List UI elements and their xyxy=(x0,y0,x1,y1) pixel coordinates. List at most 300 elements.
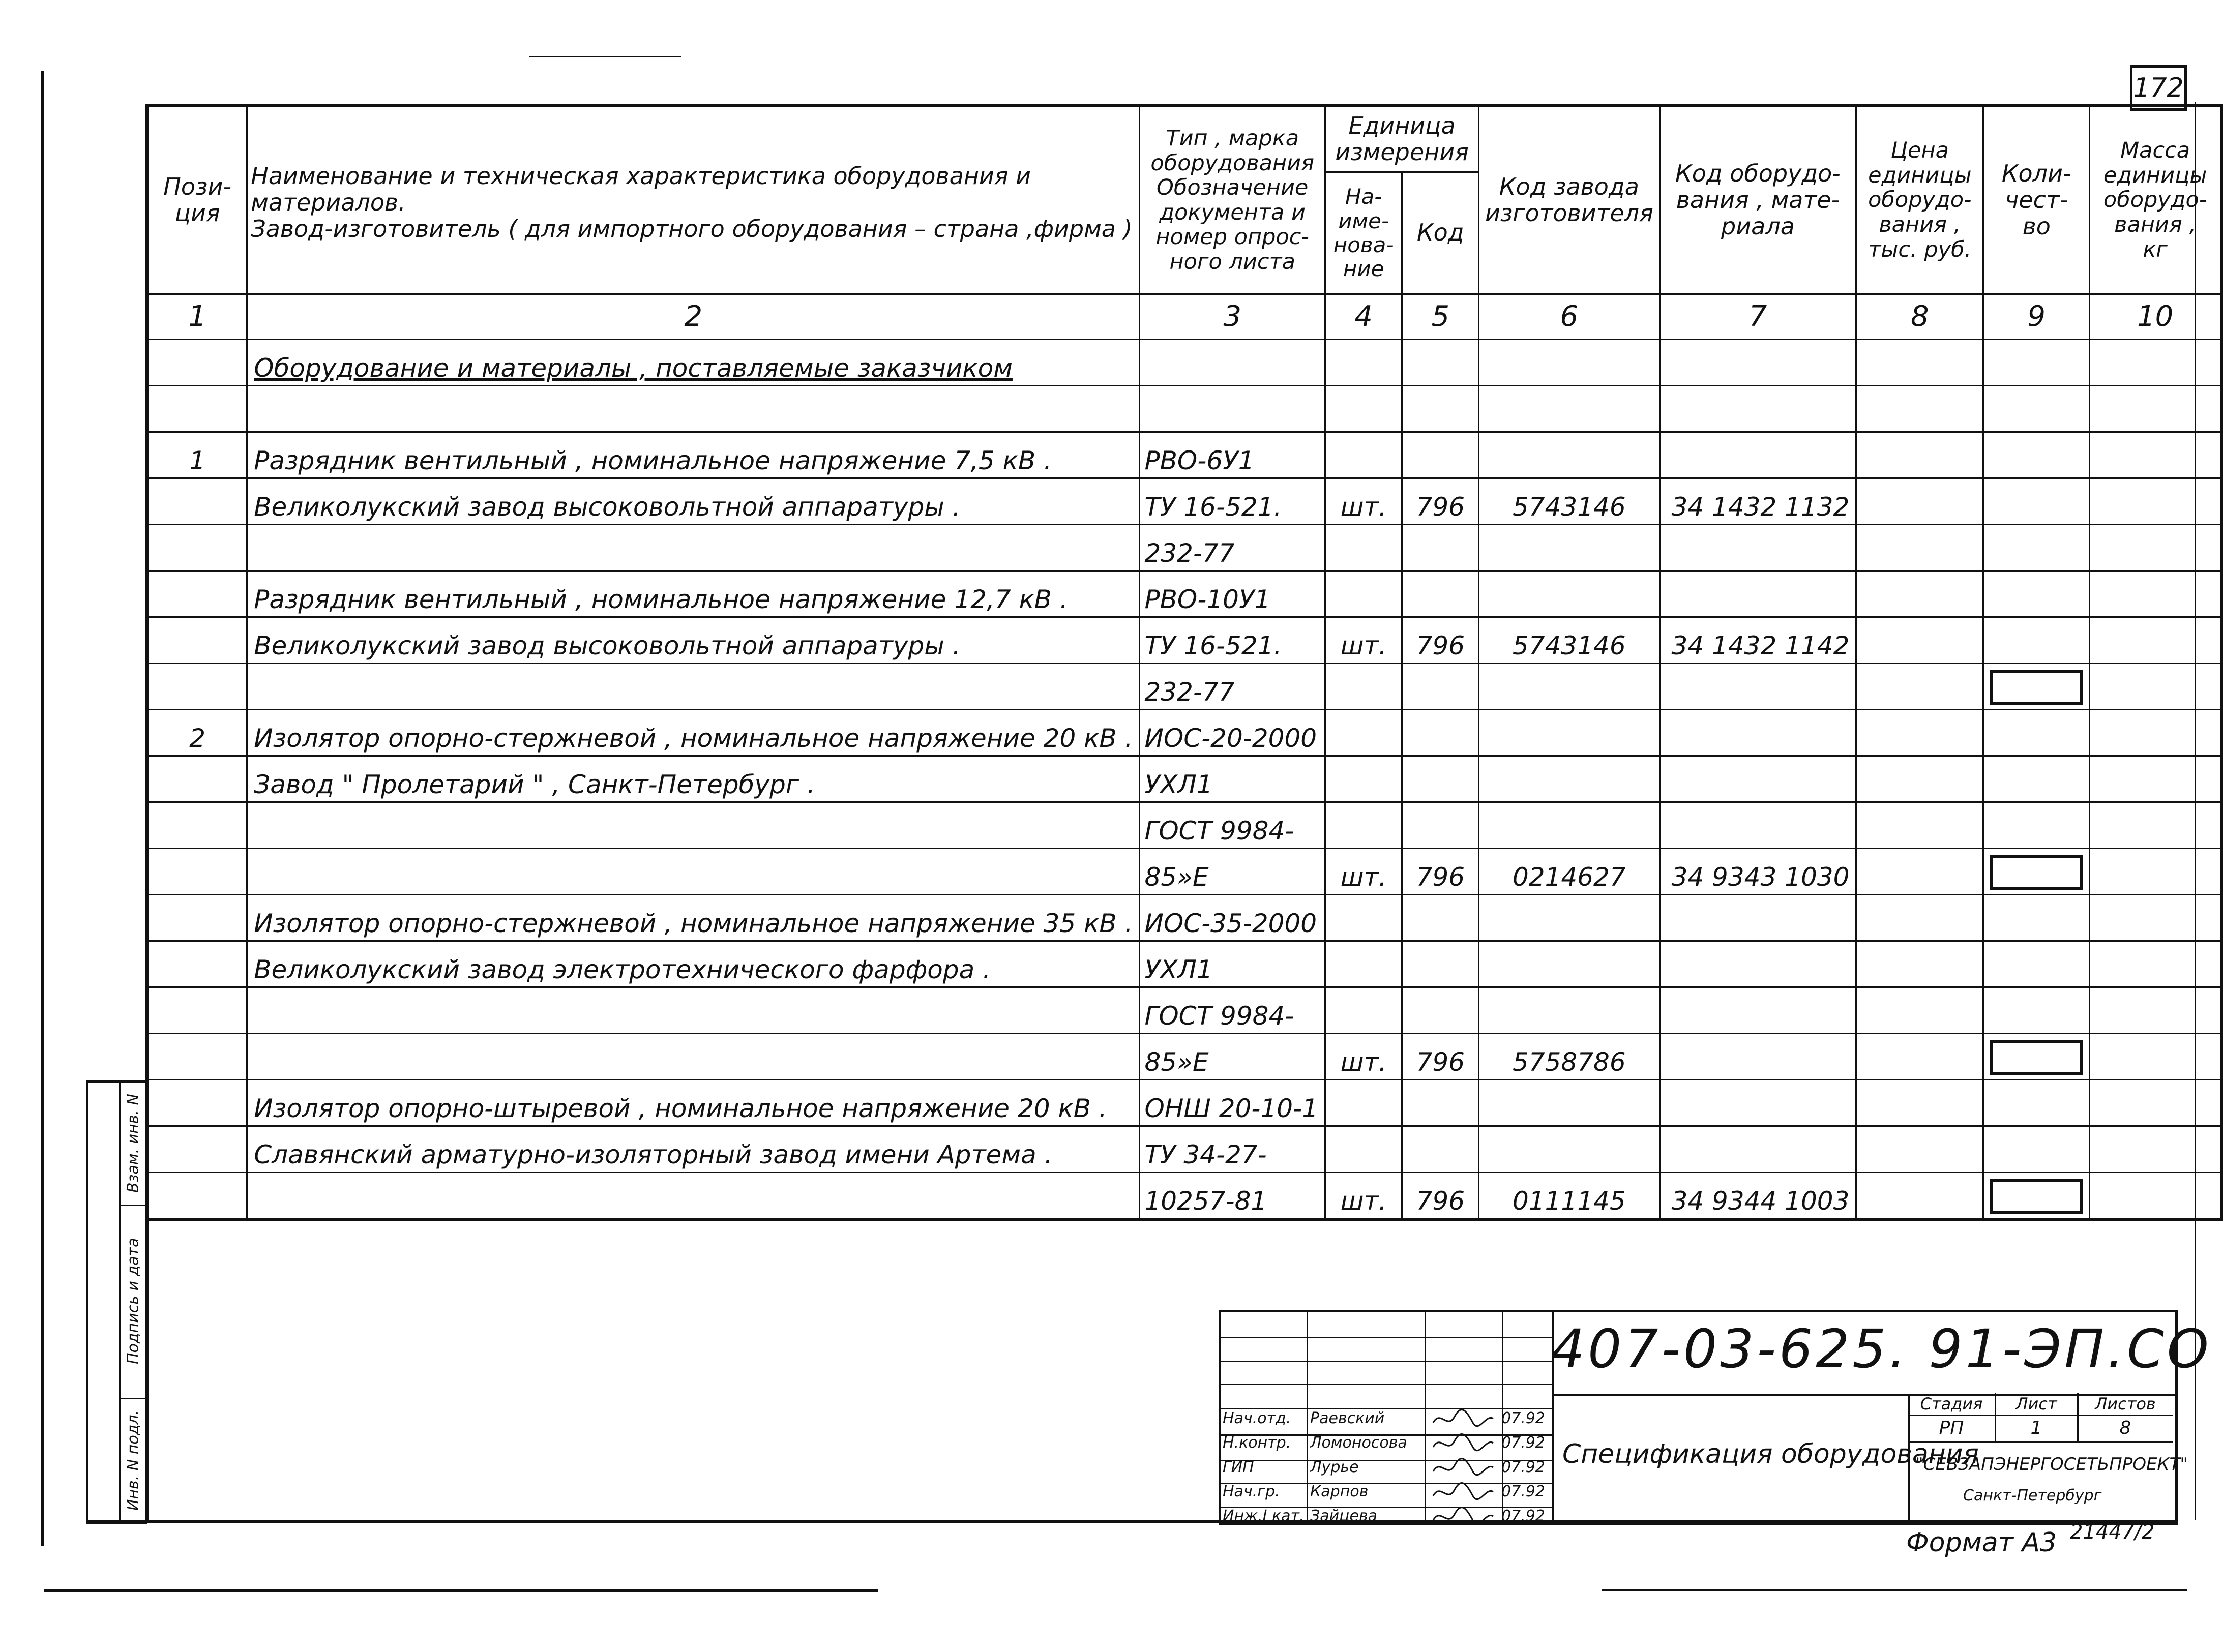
plant-code-cell xyxy=(1479,339,1659,385)
quantity-cell xyxy=(1983,617,2090,663)
equipment-code-cell xyxy=(1659,802,1856,848)
mass-cell xyxy=(2090,987,2221,1033)
plant-code-cell-text: 5743146 xyxy=(1513,492,1626,522)
column-number: 10 xyxy=(2090,294,2221,339)
unit-code-cell-text: 796 xyxy=(1416,492,1465,522)
title-date: 07.92 xyxy=(1501,1483,1545,1500)
unit-code-cell-text: 796 xyxy=(1416,1047,1465,1077)
price-cell xyxy=(1856,802,1983,848)
equipment-code-cell xyxy=(1659,570,1856,617)
price-cell xyxy=(1856,339,1983,385)
title-name: Карпов xyxy=(1310,1483,1369,1500)
title-name: Раевский xyxy=(1310,1409,1385,1427)
plant-code-cell xyxy=(1479,756,1659,802)
name-cell xyxy=(247,1033,1140,1079)
unit-name-cell xyxy=(1325,617,1402,663)
type-cell xyxy=(1140,663,1325,709)
equipment-code-cell-text: 34 9344 1003 xyxy=(1671,1186,1850,1216)
stage-label: Стадия xyxy=(1908,1393,1996,1416)
title-name: Ломоносова xyxy=(1310,1434,1407,1452)
unit-code-cell xyxy=(1402,1079,1479,1126)
unit-name-cell-text: шт. xyxy=(1340,1186,1387,1216)
header-mass: Масса единицы оборудо- вания , кг xyxy=(2090,106,2221,294)
type-cell xyxy=(1140,1033,1325,1079)
unit-code-cell xyxy=(1402,1033,1479,1079)
name-cell-text: Разрядник вентильный , номинальное напряжение 12,7 кВ . xyxy=(254,584,1068,614)
table-row xyxy=(147,432,2221,478)
quantity-cell xyxy=(1983,339,2090,385)
quantity-cell xyxy=(1983,524,2090,570)
signature-icon xyxy=(1430,1407,1496,1434)
unit-code-cell xyxy=(1402,941,1479,987)
plant-code-cell-text: 5743146 xyxy=(1513,630,1626,660)
sheet-label: Лист xyxy=(1996,1393,2079,1416)
position-cell xyxy=(147,1033,247,1079)
plant-code-cell xyxy=(1479,987,1659,1033)
plant-code-cell xyxy=(1479,1079,1659,1126)
equipment-code-cell xyxy=(1659,1172,1856,1219)
quantity-box xyxy=(1990,670,2083,705)
quantity-cell xyxy=(1983,663,2090,709)
price-cell xyxy=(1856,1033,1983,1079)
title-role: Инж.I кат. xyxy=(1223,1507,1305,1525)
sheet-value: 1 xyxy=(1996,1415,2079,1443)
type-cell xyxy=(1140,802,1325,848)
price-cell xyxy=(1856,756,1983,802)
binding-stamp xyxy=(86,1080,147,1524)
unit-code-cell xyxy=(1402,802,1479,848)
position-cell xyxy=(147,802,247,848)
table-row xyxy=(147,1033,2221,1079)
equipment-code-cell-text: 34 9343 1030 xyxy=(1671,862,1850,892)
type-cell xyxy=(1140,617,1325,663)
type-cell-text: ГОСТ 9984- xyxy=(1144,816,1294,846)
price-cell xyxy=(1856,570,1983,617)
column-number: 6 xyxy=(1479,294,1659,339)
header-position: Пози- ция xyxy=(147,106,247,294)
name-cell xyxy=(247,709,1140,756)
name-cell xyxy=(247,941,1140,987)
price-cell xyxy=(1856,432,1983,478)
name-cell xyxy=(247,1126,1140,1172)
type-cell xyxy=(1140,1172,1325,1219)
unit-name-cell xyxy=(1325,756,1402,802)
plant-code-cell xyxy=(1479,385,1659,432)
unit-name-cell-text: шт. xyxy=(1340,1047,1387,1077)
position-cell xyxy=(147,987,247,1033)
unit-code-cell xyxy=(1402,756,1479,802)
mass-cell xyxy=(2090,941,2221,987)
quantity-cell xyxy=(1983,1079,2090,1126)
mass-cell xyxy=(2090,1126,2221,1172)
name-cell-text: Изолятор опорно-штыревой , номинальное напряжение 20 кВ . xyxy=(254,1093,1107,1123)
name-cell xyxy=(247,524,1140,570)
mass-cell xyxy=(2090,894,2221,941)
unit-name-cell xyxy=(1325,1172,1402,1219)
unit-name-cell xyxy=(1325,848,1402,894)
price-cell xyxy=(1856,524,1983,570)
type-cell-text: ИОС-20-2000 xyxy=(1144,723,1317,753)
table-row xyxy=(147,478,2221,524)
position-cell xyxy=(147,617,247,663)
mass-cell xyxy=(2090,802,2221,848)
type-cell xyxy=(1140,524,1325,570)
unit-code-cell xyxy=(1402,663,1479,709)
unit-name-cell xyxy=(1325,894,1402,941)
table-row xyxy=(147,570,2221,617)
equipment-code-cell xyxy=(1659,756,1856,802)
unit-name-cell xyxy=(1325,524,1402,570)
unit-code-cell xyxy=(1402,524,1479,570)
type-cell xyxy=(1140,339,1325,385)
price-cell xyxy=(1856,617,1983,663)
equipment-code-cell xyxy=(1659,478,1856,524)
unit-name-cell xyxy=(1325,570,1402,617)
plant-code-cell xyxy=(1479,894,1659,941)
mass-cell xyxy=(2090,339,2221,385)
equipment-code-cell xyxy=(1659,1126,1856,1172)
unit-code-cell xyxy=(1402,478,1479,524)
position-cell xyxy=(147,709,247,756)
mass-cell xyxy=(2090,756,2221,802)
sheets-value: 8 xyxy=(2078,1415,2173,1443)
column-number: 3 xyxy=(1140,294,1325,339)
type-cell-text: 232-77 xyxy=(1144,677,1235,707)
quantity-cell xyxy=(1983,1172,2090,1219)
table-row xyxy=(147,894,2221,941)
name-cell-text: Великолукский завод электротехнического фарфора . xyxy=(254,954,991,984)
table-row xyxy=(147,941,2221,987)
equipment-code-cell xyxy=(1659,432,1856,478)
quantity-cell xyxy=(1983,941,2090,987)
header-equipment-code: Код оборудо- вания , мате- риала xyxy=(1659,106,1856,294)
unit-name-cell xyxy=(1325,709,1402,756)
type-cell xyxy=(1140,478,1325,524)
table-row xyxy=(147,524,2221,570)
mass-cell xyxy=(2090,385,2221,432)
signature-icon xyxy=(1430,1505,1496,1531)
table-row xyxy=(147,663,2221,709)
type-cell xyxy=(1140,1126,1325,1172)
position-cell xyxy=(147,663,247,709)
position-cell xyxy=(147,1079,247,1126)
equipment-code-cell xyxy=(1659,848,1856,894)
type-cell xyxy=(1140,709,1325,756)
price-cell xyxy=(1856,987,1983,1033)
frame-bottom-edge xyxy=(44,1589,878,1592)
type-cell-text: ГОСТ 9984- xyxy=(1144,1001,1294,1031)
price-cell xyxy=(1856,709,1983,756)
unit-code-cell-text: 796 xyxy=(1416,862,1465,892)
unit-name-cell xyxy=(1325,663,1402,709)
title-date: 07.92 xyxy=(1501,1409,1545,1427)
name-cell-text: Великолукский завод высоковольтной аппаратуры . xyxy=(254,630,961,660)
column-number: 5 xyxy=(1402,294,1479,339)
unit-name-cell xyxy=(1325,1126,1402,1172)
quantity-box xyxy=(1990,855,2083,890)
header-unit-name: На- име- нова- ние xyxy=(1325,172,1402,294)
frame-top-edge xyxy=(529,56,681,57)
signature-icon xyxy=(1430,1432,1496,1458)
column-number: 1 xyxy=(147,294,247,339)
title-role: ГИП xyxy=(1223,1458,1254,1476)
header-unit-code: Код xyxy=(1402,172,1479,294)
plant-code-cell xyxy=(1479,709,1659,756)
name-cell xyxy=(247,1079,1140,1126)
unit-code-cell xyxy=(1402,617,1479,663)
quantity-cell xyxy=(1983,385,2090,432)
type-cell-text: РВО-10У1 xyxy=(1144,584,1271,614)
column-number: 4 xyxy=(1325,294,1402,339)
column-number: 7 xyxy=(1659,294,1856,339)
plant-code-cell xyxy=(1479,617,1659,663)
equipment-code-cell xyxy=(1659,709,1856,756)
price-cell xyxy=(1856,848,1983,894)
position-cell xyxy=(147,1126,247,1172)
document-code: 407-03-625. 91-ЭП.СО xyxy=(1551,1318,2212,1380)
plant-code-cell-text: 0214627 xyxy=(1513,862,1626,892)
plant-code-cell xyxy=(1479,524,1659,570)
name-cell-text: Славянский арматурно-изоляторный завод имени Артема . xyxy=(254,1139,1053,1169)
unit-name-cell xyxy=(1325,1033,1402,1079)
unit-code-cell xyxy=(1402,432,1479,478)
equipment-code-cell xyxy=(1659,524,1856,570)
plant-code-cell-text: 0111145 xyxy=(1513,1186,1626,1216)
quantity-cell xyxy=(1983,848,2090,894)
price-cell xyxy=(1856,385,1983,432)
equipment-code-cell-text: 34 1432 1142 xyxy=(1671,630,1850,660)
name-cell xyxy=(247,339,1140,385)
organization-city: Санкт-Петербург xyxy=(1963,1487,2102,1505)
unit-name-cell xyxy=(1325,339,1402,385)
unit-name-cell xyxy=(1325,802,1402,848)
equipment-code-cell xyxy=(1659,385,1856,432)
type-cell-text: 85»Е xyxy=(1144,862,1209,892)
title-date: 07.92 xyxy=(1501,1458,1545,1476)
price-cell xyxy=(1856,1079,1983,1126)
position-cell xyxy=(147,385,247,432)
name-cell xyxy=(247,1172,1140,1219)
column-number: 9 xyxy=(1983,294,2090,339)
plant-code-cell xyxy=(1479,663,1659,709)
name-cell xyxy=(247,756,1140,802)
position-cell xyxy=(147,570,247,617)
equipment-code-cell xyxy=(1659,941,1856,987)
equipment-code-cell-text: 34 1432 1132 xyxy=(1671,492,1850,522)
unit-name-cell-text: шт. xyxy=(1340,492,1387,522)
name-cell-text: Разрядник вентильный , номинальное напряжение 7,5 кВ . xyxy=(254,445,1052,475)
type-cell xyxy=(1140,941,1325,987)
table-row xyxy=(147,339,2221,385)
name-cell xyxy=(247,987,1140,1033)
unit-code-cell xyxy=(1402,848,1479,894)
unit-code-cell xyxy=(1402,385,1479,432)
quantity-cell xyxy=(1983,1126,2090,1172)
mass-cell xyxy=(2090,709,2221,756)
type-cell xyxy=(1140,570,1325,617)
equipment-code-cell xyxy=(1659,1079,1856,1126)
mass-cell xyxy=(2090,848,2221,894)
title-name: Зайцева xyxy=(1310,1507,1378,1525)
specification-table xyxy=(145,104,2223,1221)
signature-icon xyxy=(1430,1481,1496,1507)
table-row xyxy=(147,1126,2221,1172)
title-date: 07.92 xyxy=(1501,1434,1545,1452)
table-row xyxy=(147,709,2221,756)
name-cell-text: Изолятор опорно-стержневой , номинальное напряжение 35 кВ . xyxy=(254,908,1133,938)
quantity-cell xyxy=(1983,802,2090,848)
plant-code-cell xyxy=(1479,1033,1659,1079)
column-number: 2 xyxy=(247,294,1140,339)
position-cell-text: 1 xyxy=(189,445,206,475)
plant-code-cell xyxy=(1479,432,1659,478)
equipment-code-cell xyxy=(1659,663,1856,709)
unit-name-cell-text: шт. xyxy=(1340,630,1387,660)
quantity-cell xyxy=(1983,756,2090,802)
table-row xyxy=(147,1172,2221,1219)
price-cell xyxy=(1856,1172,1983,1219)
type-cell-text: ТУ 16-521. xyxy=(1144,492,1282,522)
quantity-box xyxy=(1990,1179,2083,1214)
type-cell-text: УХЛ1 xyxy=(1144,769,1213,799)
unit-name-cell-text: шт. xyxy=(1340,862,1387,892)
unit-code-cell xyxy=(1402,709,1479,756)
position-cell xyxy=(147,848,247,894)
unit-code-cell-text: 796 xyxy=(1416,1186,1465,1216)
header-plant-code: Код завода изготовителя xyxy=(1479,106,1659,294)
title-role: Нач.гр. xyxy=(1223,1483,1280,1500)
quantity-cell xyxy=(1983,478,2090,524)
position-cell xyxy=(147,478,247,524)
signature-icon xyxy=(1430,1456,1496,1483)
stamp-original-inventory: Инв. N подл. xyxy=(124,1409,142,1511)
type-cell-text: 10257-81 xyxy=(1144,1186,1267,1216)
column-number: 8 xyxy=(1856,294,1983,339)
sheets-label: Листов xyxy=(2078,1393,2173,1416)
type-cell-text: ИОС-35-2000 xyxy=(1144,908,1317,938)
name-cell-text: Оборудование и материалы , поставляемые заказчиком xyxy=(254,353,1013,383)
quantity-cell xyxy=(1983,1033,2090,1079)
stamp-signature-date: Подпись и дата xyxy=(124,1238,142,1365)
unit-code-cell-text: 796 xyxy=(1416,630,1465,660)
mass-cell xyxy=(2090,478,2221,524)
price-cell xyxy=(1856,478,1983,524)
name-cell xyxy=(247,663,1140,709)
position-cell-text: 2 xyxy=(189,723,206,753)
unit-code-cell xyxy=(1402,1172,1479,1219)
plant-code-cell xyxy=(1479,941,1659,987)
type-cell-text: РВО-6У1 xyxy=(1144,445,1255,475)
name-cell xyxy=(247,570,1140,617)
type-cell xyxy=(1140,848,1325,894)
name-cell xyxy=(247,802,1140,848)
quantity-cell xyxy=(1983,432,2090,478)
quantity-cell xyxy=(1983,709,2090,756)
unit-name-cell xyxy=(1325,1079,1402,1126)
unit-name-cell xyxy=(1325,385,1402,432)
plant-code-cell xyxy=(1479,570,1659,617)
document-title: Спецификация оборудования xyxy=(1562,1439,1979,1469)
plant-code-cell xyxy=(1479,802,1659,848)
table-row xyxy=(147,987,2221,1033)
name-cell xyxy=(247,617,1140,663)
quantity-cell xyxy=(1983,570,2090,617)
name-cell-text: Великолукский завод высоковольтной аппаратуры . xyxy=(254,492,961,522)
type-cell-text: 85»Е xyxy=(1144,1047,1209,1077)
archive-number: 21447/2 xyxy=(2070,1520,2155,1544)
unit-name-cell xyxy=(1325,478,1402,524)
unit-code-cell xyxy=(1402,987,1479,1033)
type-cell-text: ОНШ 20-10-1 xyxy=(1144,1093,1318,1123)
position-cell xyxy=(147,941,247,987)
paper-format: Формат А3 xyxy=(1906,1527,2057,1558)
title-role: Нач.отд. xyxy=(1223,1409,1291,1427)
type-cell xyxy=(1140,894,1325,941)
unit-name-cell xyxy=(1325,941,1402,987)
plant-code-cell-text: 5758786 xyxy=(1513,1047,1626,1077)
unit-code-cell xyxy=(1402,570,1479,617)
header-unit-group: Единица измерения xyxy=(1325,106,1478,172)
plant-code-cell xyxy=(1479,1172,1659,1219)
title-date: 07.92 xyxy=(1501,1507,1545,1525)
table-row xyxy=(147,848,2221,894)
organization-name: "СЕВЗАПЭНЕРГОСЕТЬПРОЕКТ" xyxy=(1915,1454,2188,1475)
mass-cell xyxy=(2090,432,2221,478)
equipment-code-cell xyxy=(1659,894,1856,941)
sheet-number: 172 xyxy=(2130,65,2187,111)
name-cell-text: Завод " Пролетарий " , Санкт-Петербург . xyxy=(254,769,815,799)
name-cell xyxy=(247,385,1140,432)
position-cell xyxy=(147,432,247,478)
type-cell xyxy=(1140,385,1325,432)
price-cell xyxy=(1856,941,1983,987)
header-name: Наименование и техническая характеристика оборудования и материалов. Завод-изготовитель ( для импортного оборудования – страна ,фирма ) xyxy=(247,106,1140,294)
mass-cell xyxy=(2090,663,2221,709)
frame-left-edge xyxy=(41,71,44,1546)
mass-cell xyxy=(2090,1033,2221,1079)
name-cell-text: Изолятор опорно-стержневой , номинальное напряжение 20 кВ . xyxy=(254,723,1133,753)
unit-name-cell xyxy=(1325,987,1402,1033)
type-cell-text: УХЛ1 xyxy=(1144,954,1213,984)
name-cell xyxy=(247,432,1140,478)
frame-bottom-edge-right xyxy=(1602,1589,2187,1591)
type-cell-text: ТУ 34-27- xyxy=(1144,1139,1267,1169)
table-row xyxy=(147,756,2221,802)
header-quantity: Коли- чест- во xyxy=(1983,106,2090,294)
price-cell xyxy=(1856,663,1983,709)
type-cell xyxy=(1140,756,1325,802)
title-role: Н.контр. xyxy=(1223,1434,1291,1452)
header-type: Тип , марка оборудования Обозначение документа и номер опрос- ного листа xyxy=(1140,106,1325,294)
mass-cell xyxy=(2090,570,2221,617)
table-row xyxy=(147,802,2221,848)
stamp-replaced-inventory: Взам. инв. N xyxy=(124,1094,142,1193)
header-price: Цена единицы оборудо- вания , тыс. руб. xyxy=(1856,106,1983,294)
equipment-code-cell xyxy=(1659,987,1856,1033)
unit-name-cell xyxy=(1325,432,1402,478)
table-row xyxy=(147,1079,2221,1126)
mass-cell xyxy=(2090,1079,2221,1126)
unit-code-cell xyxy=(1402,894,1479,941)
quantity-cell xyxy=(1983,987,2090,1033)
position-cell xyxy=(147,524,247,570)
name-cell xyxy=(247,848,1140,894)
equipment-code-cell xyxy=(1659,617,1856,663)
equipment-code-cell xyxy=(1659,1033,1856,1079)
column-number-row xyxy=(147,294,2221,339)
plant-code-cell xyxy=(1479,848,1659,894)
unit-code-cell xyxy=(1402,339,1479,385)
